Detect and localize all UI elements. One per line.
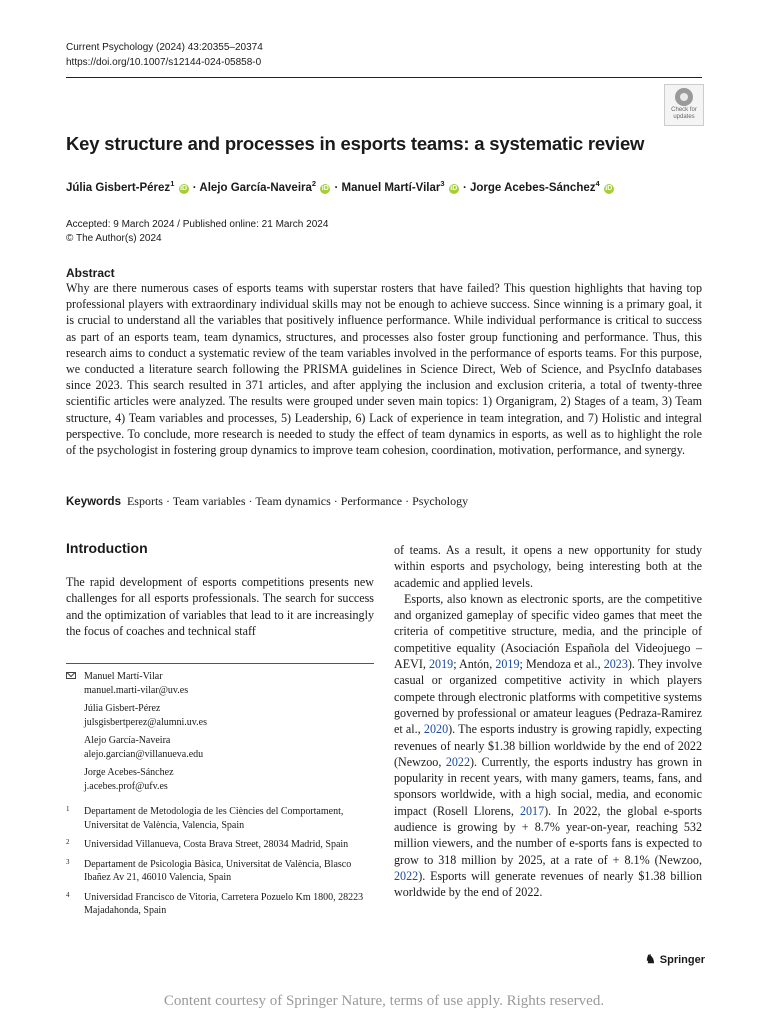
orcid-icon[interactable]: iD xyxy=(321,184,329,192)
orcid-icon[interactable]: iD xyxy=(180,184,188,192)
journal-citation: Current Psychology (2024) 43:20355–20374 xyxy=(66,42,263,53)
intro-column-left: The rapid development of esports competitions presents new challenges for all esports professionals. The search for success and the optimization of variables that lead to it are increasingly the focus of coaches and technical staff xyxy=(66,575,374,638)
contact-name: Alejo García-Naveira xyxy=(84,735,171,746)
introduction-heading: Introduction xyxy=(66,540,148,556)
affiliation-entry xyxy=(66,838,374,852)
accepted-published-line: Accepted: 9 March 2024 / Published online: 21 March 2024 xyxy=(66,219,329,230)
badge-label: Check for updates xyxy=(671,107,697,120)
contact-email[interactable]: manuel.marti-vilar@uv.es xyxy=(84,684,189,696)
citation-year-link[interactable]: 2020 xyxy=(423,722,449,737)
contact-email[interactable]: j.acebes.prof@ufv.es xyxy=(84,780,168,792)
contact-name: Júlia Gisbert-Pérez xyxy=(84,703,161,714)
intro-column-right xyxy=(394,542,702,901)
publisher-logo xyxy=(645,952,705,966)
citation-year-link[interactable]: 2017 xyxy=(519,803,545,818)
doi-link[interactable]: https://doi.org/10.1007/s12144-024-05858-0 xyxy=(66,57,262,68)
paragraph-text: ). Currently, the esports industry has grown in popularity in recent years, with many gamers, teams, fans, and sponsors worldwide, with a high social, media, and economic impact (Rosell Llorens, xyxy=(394,754,702,818)
paragraph-text: ). They involve casual or organized competitive activity in which players compete through electronic platforms with competitive systems governed by professional or amateur leagues (Pedraza-Ramirez et al., xyxy=(394,657,702,737)
footnote-divider xyxy=(66,663,374,664)
affiliation-number: 3 xyxy=(66,857,70,866)
journal-header xyxy=(66,40,263,70)
contact-email[interactable]: alejo.garcian@villanueva.edu xyxy=(84,748,204,760)
citation-year-link[interactable]: 2019 xyxy=(495,657,520,672)
keywords-label: Keywords xyxy=(66,496,121,508)
citation-year-link[interactable]: 2022 xyxy=(394,868,419,883)
contact-email[interactable]: julsgisbertperez@alumni.uv.es xyxy=(84,716,207,728)
affiliation-entry xyxy=(66,858,374,885)
paragraph-text: ; Antón, xyxy=(453,657,496,672)
affiliation-number: 2 xyxy=(66,838,70,846)
keywords xyxy=(66,494,468,509)
affiliation-number: 4 xyxy=(66,890,70,899)
copyright-line: © The Author(s) 2024 xyxy=(66,233,162,244)
author-name[interactable]: Manuel Martí-Vilar xyxy=(341,181,441,194)
envelope-icon xyxy=(66,672,76,679)
contact-entry xyxy=(66,702,374,729)
intro-paragraph: of teams. As a result, it opens a new opportunity for study within esports and psychology, being interesting both at the academic and applied levels. xyxy=(394,543,702,590)
author-affil-ref: 2 xyxy=(311,179,317,188)
affiliation-text: Universidad Villanueva, Costa Brava Street, 28034 Madrid, Spain xyxy=(84,839,349,850)
orcid-icon[interactable]: iD xyxy=(605,184,613,192)
author-separator: · xyxy=(192,181,197,194)
publisher-name: Springer xyxy=(659,954,705,966)
author-separator: · xyxy=(462,181,467,194)
affiliation-text: Universidad Francisco de Vitoria, Carretera Pozuelo Km 1800, 28223 Majadahonda, Spain xyxy=(84,891,364,916)
paragraph-text: ; Mendoza et al., xyxy=(519,657,604,672)
affiliation-text: Departament de Metodologia de les Ciències del Comportament, Universitat de València, Valencia, Spain xyxy=(84,806,344,831)
contact-entry xyxy=(66,766,374,793)
paragraph-text: ). The esports industry is growing rapidly, expecting revenues of nearly $1.38 billion worldwide by the end of 2022 (Newzoo, xyxy=(394,722,702,769)
correspondence-block xyxy=(66,670,374,798)
check-for-updates-icon xyxy=(675,88,693,106)
affiliation-text: Departament de Psicologia Bàsica, Universitat de València, Blasco Ibañez Av 21, 46010 Valencia, Spain xyxy=(84,858,352,883)
citation-year-link[interactable]: 2019 xyxy=(429,657,454,672)
paragraph-text: ). In 2022, the global e-sports audience is growing by + 8.7% year-on-year, reaching 532 million viewers, and the number of e-sports fans is expected to grow to 318 million by 2025, at a rate of + 8.1% (Newzoo, xyxy=(394,803,702,867)
keywords-list: Esports · Team variables · Team dynamics · Performance · Psychology xyxy=(126,494,469,508)
citation-year-link[interactable]: 2023 xyxy=(603,657,628,672)
author-affil-ref: 3 xyxy=(440,179,445,188)
orcid-icon[interactable]: iD xyxy=(450,184,458,192)
author-name[interactable]: Júlia Gisbert-Pérez xyxy=(66,181,171,194)
author-affil-ref: 4 xyxy=(595,179,600,188)
affiliations-block xyxy=(66,805,374,924)
article-title: Key structure and processes in esports teams: a systematic review xyxy=(66,133,645,154)
paragraph-text: ). Esports will generate revenues of nearly $1.38 billion worldwide by the end of 2022. xyxy=(394,868,702,900)
contact-name: Manuel Martí-Vilar xyxy=(84,671,163,682)
affiliation-number: 1 xyxy=(66,805,70,813)
author-affil-ref: 1 xyxy=(170,179,175,188)
courtesy-footer: Content courtesy of Springer Nature, terms of use apply. Rights reserved. xyxy=(163,993,605,1009)
abstract-text: Why are there numerous cases of esports teams with superstar rosters that have failed? This question highlights that having top professional players with extraordinary individual skills may not be enough to achieve success. Since winning is a primary goal, it is crucial to understand all the variables that positively influence performance. While individual performance is critical to success as part of an esports team, team dynamics, structures, and processes also foster group functioning and performance. Thus, this research aims to conduct a systematic review of the team variables involved in the performance of esports teams. For this purpose, we conducted a literature search following the PRISMA guidelines in Science Direct, Web of Science, and PsycInfo databases since 2023. This search resulted in 371 articles, and after applying the inclusion and exclusion criteria, a total of twenty-three scientific articles were analyzed. The results were grouped under seven main topics: 1) Organigram, 2) Stages of a team, 3) Team structure, 4) Team variables and processes, 5) Leadership, 6) Lack of experience in team integration, and 7) Holistic and integral perspective. To conclude, more research is needed to study the effect of team dynamics in esports, as well as to highlight the role of the psychologist in fostering group dynamics to improve team cohesion, coordination, motivation, performance, and synergy. xyxy=(66,281,702,458)
affiliation-entry xyxy=(66,805,374,832)
contact-entry xyxy=(66,670,374,697)
author-separator: · xyxy=(334,181,339,194)
author-name[interactable]: Alejo García-Naveira xyxy=(199,181,312,194)
publication-dates xyxy=(66,218,328,246)
header-divider xyxy=(66,77,702,78)
contact-entry xyxy=(66,734,374,761)
springer-horse-icon: ♞ xyxy=(645,952,656,966)
intro-paragraph-esports xyxy=(394,591,702,901)
author-list xyxy=(66,179,615,194)
author-name[interactable]: Jorge Acebes-Sánchez xyxy=(470,181,596,194)
citation-year-link[interactable]: 2022 xyxy=(445,754,470,769)
check-for-updates-badge[interactable] xyxy=(664,84,704,126)
affiliation-entry xyxy=(66,891,374,918)
contact-name: Jorge Acebes-Sánchez xyxy=(84,767,174,778)
abstract-heading: Abstract xyxy=(66,266,115,280)
paragraph-text: Esports, also known as electronic sports, are the competitive and organized gameplay of specific video games that meet the criteria of competitive structure, media, and the principle of competitive equality (Asociación Española del Videojuego – AEVI, xyxy=(394,591,702,672)
